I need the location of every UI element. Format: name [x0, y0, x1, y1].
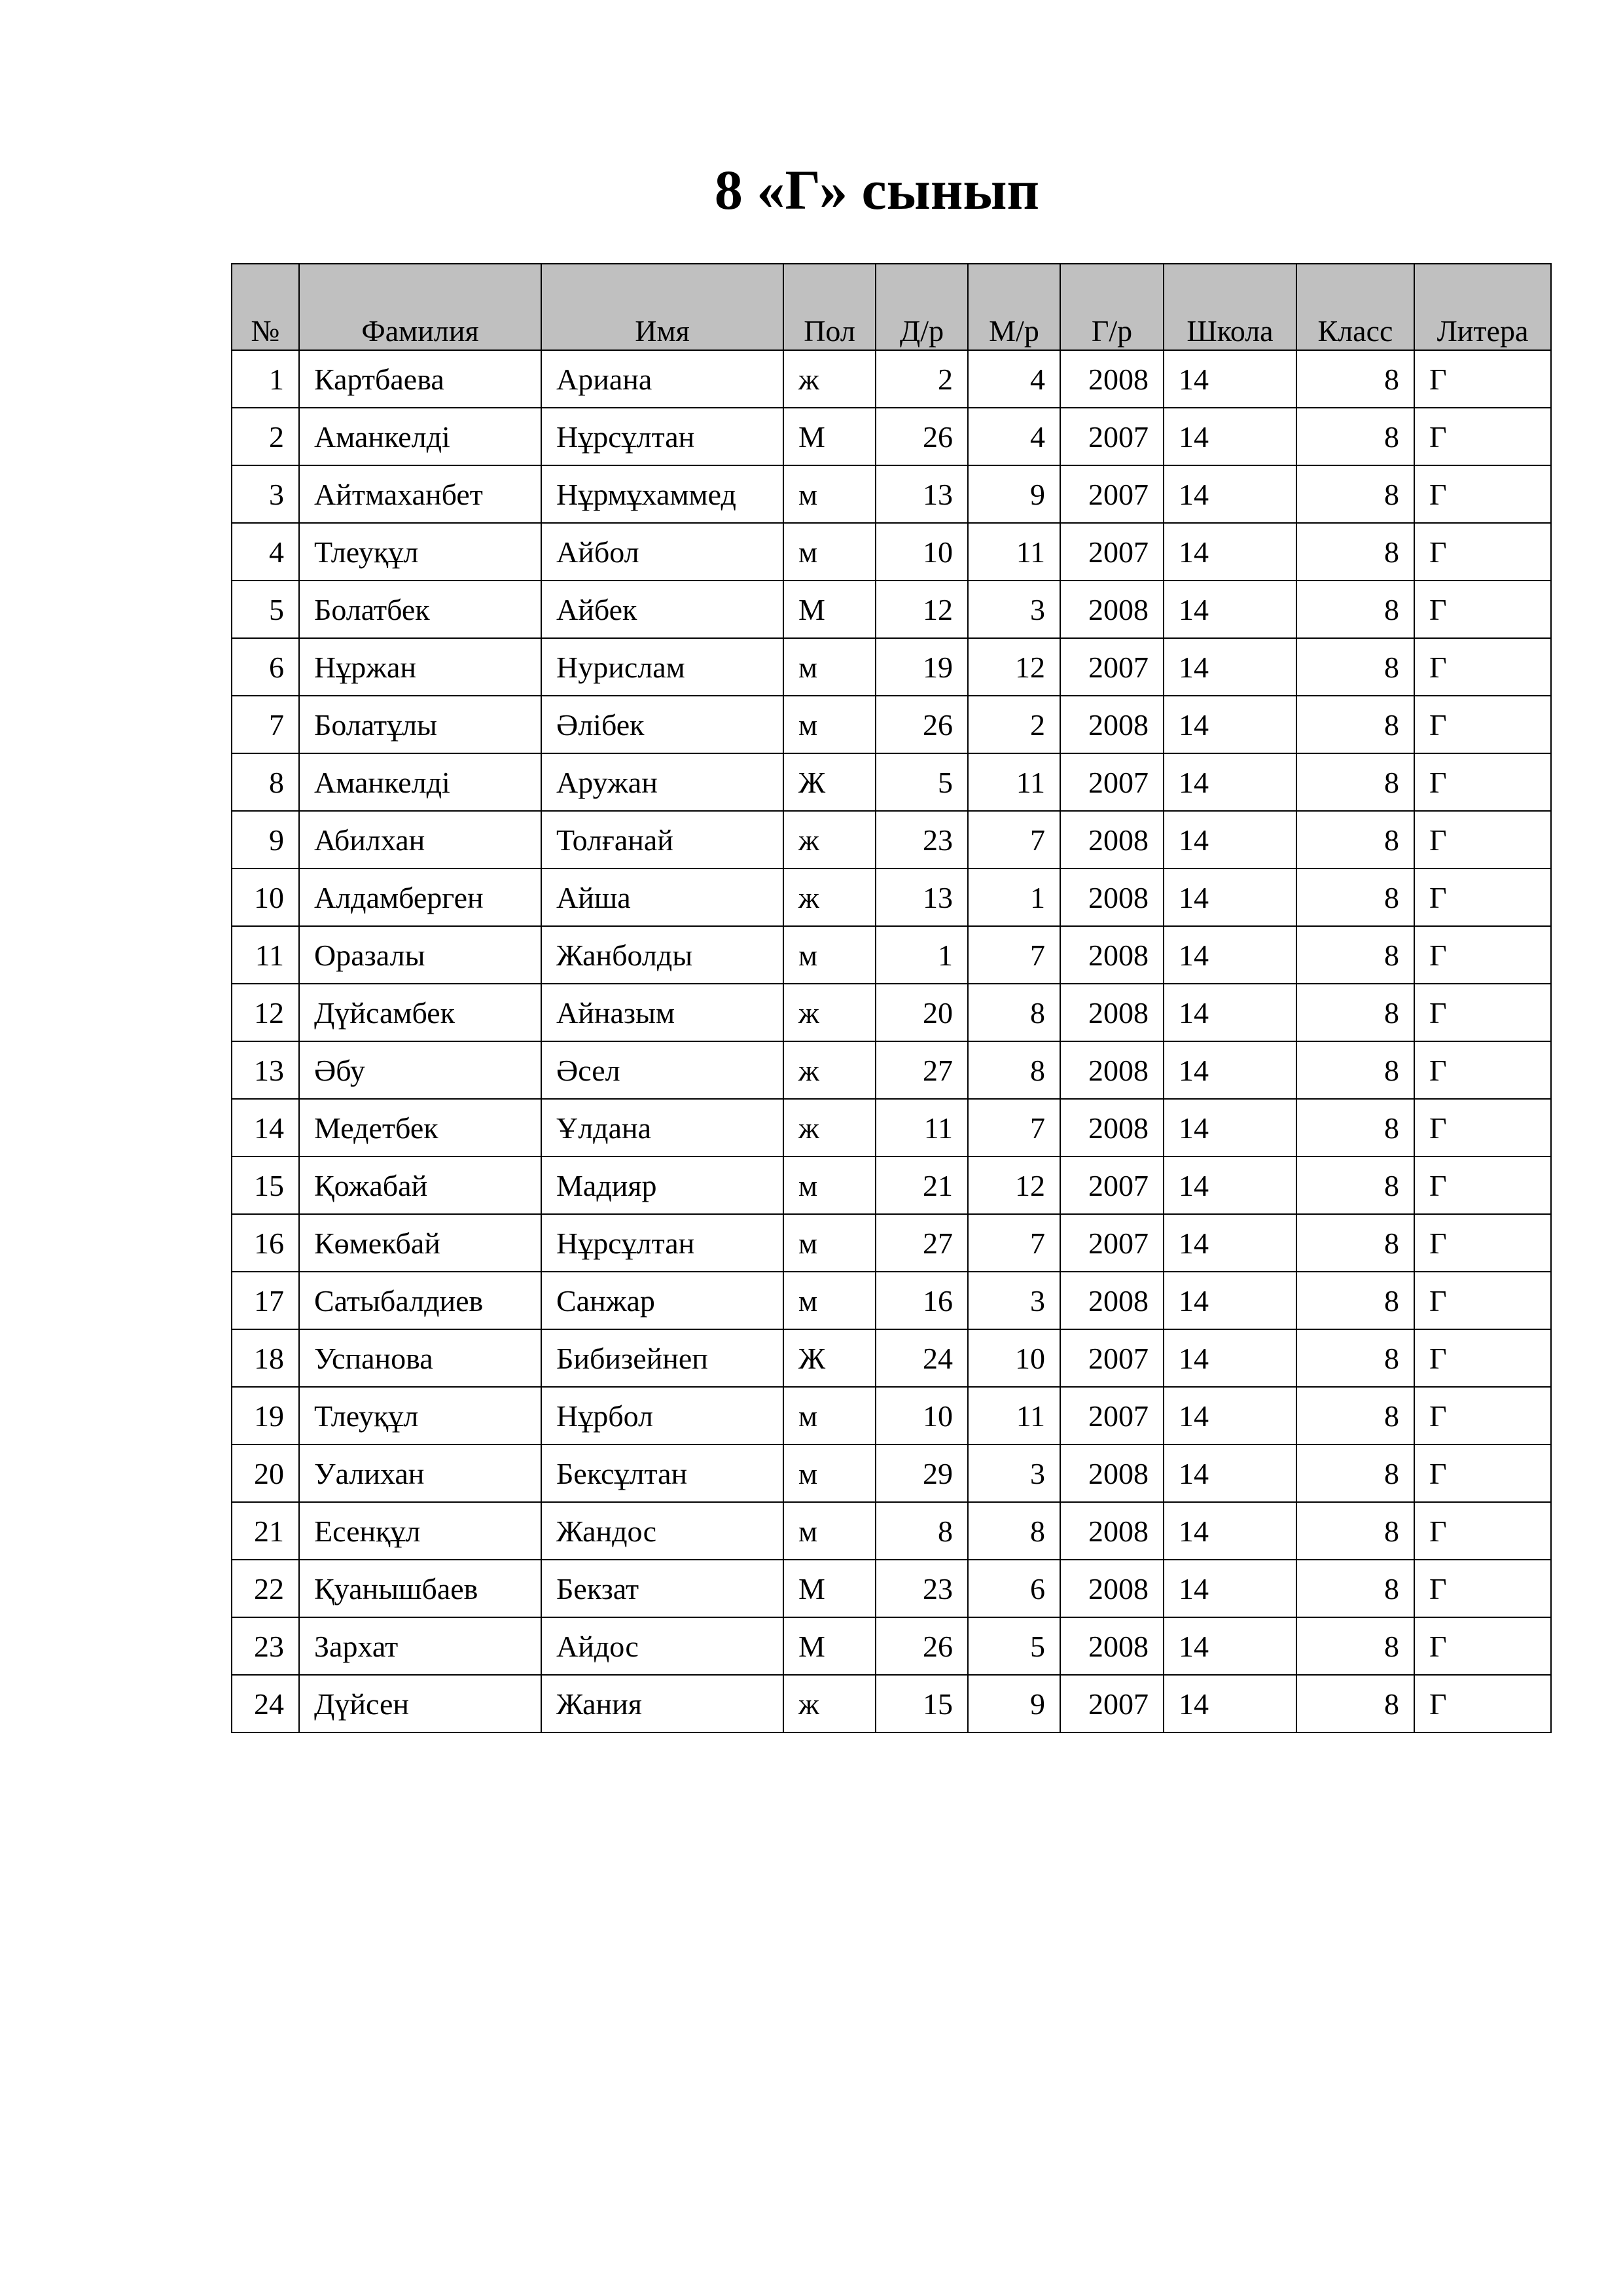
cell-birth-day: 1 [876, 926, 968, 984]
cell-grade: 8 [1296, 1617, 1414, 1675]
cell-birth-year: 2007 [1060, 1329, 1164, 1387]
table-row [232, 1041, 1551, 1099]
column-header-surname: Фамилия [299, 264, 541, 350]
cell-letter: Г [1414, 811, 1551, 869]
cell-first-name: Бексұлтан [541, 1444, 783, 1502]
table-row [232, 1387, 1551, 1444]
cell-letter: Г [1414, 984, 1551, 1041]
cell-birth-month: 12 [968, 638, 1060, 696]
cell-letter: Г [1414, 1502, 1551, 1560]
cell-grade: 8 [1296, 1272, 1414, 1329]
cell-birth-year: 2008 [1060, 581, 1164, 638]
cell-birth-year: 2008 [1060, 350, 1164, 408]
cell-letter: Г [1414, 753, 1551, 811]
cell-gender: м [783, 638, 876, 696]
cell-surname: Тлеуқұл [299, 1387, 541, 1444]
cell-gender: ж [783, 1675, 876, 1732]
cell-gender: М [783, 581, 876, 638]
cell-birth-day: 23 [876, 1560, 968, 1617]
cell-letter: Г [1414, 1675, 1551, 1732]
cell-school: 14 [1164, 408, 1296, 465]
cell-grade: 8 [1296, 926, 1414, 984]
header-row [232, 264, 1551, 350]
cell-number: 10 [232, 869, 299, 926]
cell-birth-year: 2008 [1060, 984, 1164, 1041]
table-row [232, 1272, 1551, 1329]
cell-birth-day: 15 [876, 1675, 968, 1732]
cell-number: 22 [232, 1560, 299, 1617]
cell-school: 14 [1164, 1099, 1296, 1157]
table-row [232, 350, 1551, 408]
cell-birth-month: 8 [968, 1502, 1060, 1560]
table-body [232, 350, 1551, 1732]
cell-surname: Уалихан [299, 1444, 541, 1502]
table-row [232, 926, 1551, 984]
cell-first-name: Айбол [541, 523, 783, 581]
cell-school: 14 [1164, 753, 1296, 811]
cell-school: 14 [1164, 1444, 1296, 1502]
table-row [232, 1444, 1551, 1502]
cell-birth-year: 2008 [1060, 1099, 1164, 1157]
cell-surname: Аманкелді [299, 753, 541, 811]
column-header-birth-day: Д/р [876, 264, 968, 350]
cell-birth-year: 2007 [1060, 408, 1164, 465]
cell-surname: Нұржан [299, 638, 541, 696]
cell-surname: Есенқұл [299, 1502, 541, 1560]
cell-birth-day: 2 [876, 350, 968, 408]
cell-grade: 8 [1296, 350, 1414, 408]
cell-school: 14 [1164, 523, 1296, 581]
cell-birth-month: 11 [968, 753, 1060, 811]
cell-grade: 8 [1296, 581, 1414, 638]
cell-birth-month: 2 [968, 696, 1060, 753]
cell-birth-year: 2008 [1060, 1444, 1164, 1502]
cell-letter: Г [1414, 1444, 1551, 1502]
cell-letter: Г [1414, 638, 1551, 696]
cell-grade: 8 [1296, 811, 1414, 869]
cell-birth-year: 2008 [1060, 1560, 1164, 1617]
cell-school: 14 [1164, 1272, 1296, 1329]
cell-birth-month: 11 [968, 523, 1060, 581]
cell-letter: Г [1414, 1157, 1551, 1214]
cell-school: 14 [1164, 869, 1296, 926]
cell-birth-day: 8 [876, 1502, 968, 1560]
cell-grade: 8 [1296, 696, 1414, 753]
cell-school: 14 [1164, 1041, 1296, 1099]
cell-school: 14 [1164, 1214, 1296, 1272]
cell-grade: 8 [1296, 1387, 1414, 1444]
cell-birth-day: 20 [876, 984, 968, 1041]
cell-birth-day: 19 [876, 638, 968, 696]
cell-grade: 8 [1296, 523, 1414, 581]
cell-first-name: Әсел [541, 1041, 783, 1099]
cell-birth-year: 2008 [1060, 1041, 1164, 1099]
column-header-grade: Класс [1296, 264, 1414, 350]
cell-school: 14 [1164, 1157, 1296, 1214]
cell-letter: Г [1414, 350, 1551, 408]
table-row [232, 1617, 1551, 1675]
cell-birth-year: 2007 [1060, 753, 1164, 811]
cell-birth-year: 2008 [1060, 926, 1164, 984]
cell-grade: 8 [1296, 869, 1414, 926]
cell-birth-year: 2007 [1060, 523, 1164, 581]
cell-birth-month: 7 [968, 1214, 1060, 1272]
cell-birth-month: 11 [968, 1387, 1060, 1444]
cell-school: 14 [1164, 1502, 1296, 1560]
cell-surname: Оразалы [299, 926, 541, 984]
table-row [232, 1675, 1551, 1732]
cell-surname: Қожабай [299, 1157, 541, 1214]
cell-birth-day: 24 [876, 1329, 968, 1387]
table-row [232, 1214, 1551, 1272]
cell-gender: м [783, 465, 876, 523]
cell-birth-year: 2007 [1060, 638, 1164, 696]
column-header-letter: Литера [1414, 264, 1551, 350]
cell-birth-month: 3 [968, 1444, 1060, 1502]
cell-number: 23 [232, 1617, 299, 1675]
cell-birth-day: 26 [876, 1617, 968, 1675]
cell-surname: Көмекбай [299, 1214, 541, 1272]
cell-letter: Г [1414, 523, 1551, 581]
cell-birth-month: 6 [968, 1560, 1060, 1617]
cell-gender: м [783, 1387, 876, 1444]
cell-birth-day: 27 [876, 1214, 968, 1272]
table-row [232, 1099, 1551, 1157]
column-header-gender: Пол [783, 264, 876, 350]
cell-grade: 8 [1296, 1041, 1414, 1099]
cell-grade: 8 [1296, 984, 1414, 1041]
column-header-first-name: Имя [541, 264, 783, 350]
cell-surname: Әбу [299, 1041, 541, 1099]
table-row [232, 811, 1551, 869]
cell-birth-month: 9 [968, 465, 1060, 523]
cell-first-name: Мадияр [541, 1157, 783, 1214]
cell-first-name: Айбек [541, 581, 783, 638]
cell-birth-year: 2008 [1060, 1272, 1164, 1329]
cell-surname: Тлеуқұл [299, 523, 541, 581]
cell-first-name: Бекзат [541, 1560, 783, 1617]
cell-gender: м [783, 1214, 876, 1272]
cell-grade: 8 [1296, 465, 1414, 523]
cell-surname: Абилхан [299, 811, 541, 869]
cell-first-name: Жания [541, 1675, 783, 1732]
cell-gender: м [783, 1444, 876, 1502]
cell-number: 16 [232, 1214, 299, 1272]
cell-birth-year: 2008 [1060, 1502, 1164, 1560]
cell-letter: Г [1414, 1272, 1551, 1329]
cell-letter: Г [1414, 581, 1551, 638]
cell-number: 13 [232, 1041, 299, 1099]
cell-surname: Картбаева [299, 350, 541, 408]
cell-birth-year: 2007 [1060, 1214, 1164, 1272]
cell-first-name: Әлібек [541, 696, 783, 753]
cell-grade: 8 [1296, 1502, 1414, 1560]
cell-birth-day: 10 [876, 1387, 968, 1444]
cell-gender: Ж [783, 1329, 876, 1387]
column-header-birth-year: Г/р [1060, 264, 1164, 350]
column-header-birth-month: М/р [968, 264, 1060, 350]
cell-number: 7 [232, 696, 299, 753]
cell-letter: Г [1414, 1041, 1551, 1099]
cell-birth-day: 13 [876, 465, 968, 523]
cell-number: 5 [232, 581, 299, 638]
cell-birth-month: 7 [968, 811, 1060, 869]
cell-first-name: Бибизейнеп [541, 1329, 783, 1387]
cell-first-name: Нұрсұлтан [541, 408, 783, 465]
cell-first-name: Айша [541, 869, 783, 926]
cell-birth-day: 26 [876, 696, 968, 753]
cell-birth-month: 3 [968, 1272, 1060, 1329]
cell-letter: Г [1414, 1329, 1551, 1387]
cell-birth-year: 2007 [1060, 465, 1164, 523]
cell-first-name: Нұрсұлтан [541, 1214, 783, 1272]
cell-birth-month: 5 [968, 1617, 1060, 1675]
cell-gender: М [783, 408, 876, 465]
cell-birth-day: 10 [876, 523, 968, 581]
cell-grade: 8 [1296, 1214, 1414, 1272]
table-row [232, 869, 1551, 926]
table-row [232, 1560, 1551, 1617]
cell-birth-day: 13 [876, 869, 968, 926]
cell-birth-month: 7 [968, 1099, 1060, 1157]
cell-number: 19 [232, 1387, 299, 1444]
cell-surname: Болатбек [299, 581, 541, 638]
cell-first-name: Ариана [541, 350, 783, 408]
cell-number: 18 [232, 1329, 299, 1387]
cell-number: 12 [232, 984, 299, 1041]
cell-first-name: Жандос [541, 1502, 783, 1560]
cell-gender: ж [783, 1041, 876, 1099]
cell-birth-day: 21 [876, 1157, 968, 1214]
cell-birth-day: 23 [876, 811, 968, 869]
cell-gender: м [783, 696, 876, 753]
table-row [232, 696, 1551, 753]
cell-birth-year: 2008 [1060, 811, 1164, 869]
table-row [232, 984, 1551, 1041]
cell-number: 11 [232, 926, 299, 984]
student-table [231, 263, 1552, 1733]
cell-gender: м [783, 523, 876, 581]
cell-gender: ж [783, 350, 876, 408]
cell-grade: 8 [1296, 1560, 1414, 1617]
cell-letter: Г [1414, 1214, 1551, 1272]
cell-first-name: Нурислам [541, 638, 783, 696]
cell-letter: Г [1414, 465, 1551, 523]
cell-birth-month: 3 [968, 581, 1060, 638]
cell-birth-month: 8 [968, 1041, 1060, 1099]
cell-school: 14 [1164, 696, 1296, 753]
cell-birth-year: 2007 [1060, 1387, 1164, 1444]
cell-school: 14 [1164, 581, 1296, 638]
cell-surname: Дүйсамбек [299, 984, 541, 1041]
cell-first-name: Айназым [541, 984, 783, 1041]
cell-number: 17 [232, 1272, 299, 1329]
cell-first-name: Ұлдана [541, 1099, 783, 1157]
cell-birth-month: 10 [968, 1329, 1060, 1387]
cell-grade: 8 [1296, 753, 1414, 811]
cell-letter: Г [1414, 408, 1551, 465]
cell-first-name: Нұрбол [541, 1387, 783, 1444]
cell-grade: 8 [1296, 1675, 1414, 1732]
cell-school: 14 [1164, 638, 1296, 696]
table-row [232, 753, 1551, 811]
cell-birth-month: 12 [968, 1157, 1060, 1214]
cell-number: 3 [232, 465, 299, 523]
cell-first-name: Санжар [541, 1272, 783, 1329]
cell-birth-day: 11 [876, 1099, 968, 1157]
cell-surname: Аманкелді [299, 408, 541, 465]
cell-letter: Г [1414, 926, 1551, 984]
cell-first-name: Жанболды [541, 926, 783, 984]
cell-first-name: Толғанай [541, 811, 783, 869]
cell-birth-month: 4 [968, 350, 1060, 408]
table-row [232, 465, 1551, 523]
cell-gender: ж [783, 984, 876, 1041]
cell-surname: Алдамберген [299, 869, 541, 926]
cell-grade: 8 [1296, 1099, 1414, 1157]
cell-letter: Г [1414, 1387, 1551, 1444]
cell-birth-day: 26 [876, 408, 968, 465]
table-header [232, 264, 1551, 350]
cell-gender: Ж [783, 753, 876, 811]
table-row [232, 581, 1551, 638]
cell-school: 14 [1164, 984, 1296, 1041]
cell-number: 9 [232, 811, 299, 869]
cell-surname: Қуанышбаев [299, 1560, 541, 1617]
cell-birth-month: 1 [968, 869, 1060, 926]
table-row [232, 1502, 1551, 1560]
cell-grade: 8 [1296, 1444, 1414, 1502]
cell-letter: Г [1414, 1099, 1551, 1157]
cell-birth-year: 2008 [1060, 696, 1164, 753]
cell-surname: Болатұлы [299, 696, 541, 753]
column-header-school: Школа [1164, 264, 1296, 350]
cell-school: 14 [1164, 1387, 1296, 1444]
cell-birth-day: 16 [876, 1272, 968, 1329]
cell-number: 20 [232, 1444, 299, 1502]
cell-gender: М [783, 1617, 876, 1675]
cell-gender: м [783, 1272, 876, 1329]
cell-school: 14 [1164, 1617, 1296, 1675]
cell-grade: 8 [1296, 638, 1414, 696]
cell-gender: м [783, 1157, 876, 1214]
cell-surname: Дүйсен [299, 1675, 541, 1732]
table-row [232, 1329, 1551, 1387]
cell-letter: Г [1414, 1560, 1551, 1617]
cell-birth-year: 2007 [1060, 1157, 1164, 1214]
cell-grade: 8 [1296, 408, 1414, 465]
cell-gender: М [783, 1560, 876, 1617]
cell-number: 4 [232, 523, 299, 581]
table-row [232, 1157, 1551, 1214]
cell-number: 2 [232, 408, 299, 465]
cell-number: 1 [232, 350, 299, 408]
cell-birth-day: 29 [876, 1444, 968, 1502]
cell-birth-year: 2007 [1060, 1675, 1164, 1732]
cell-school: 14 [1164, 926, 1296, 984]
cell-birth-month: 7 [968, 926, 1060, 984]
cell-gender: м [783, 1502, 876, 1560]
cell-birth-month: 9 [968, 1675, 1060, 1732]
cell-number: 8 [232, 753, 299, 811]
cell-school: 14 [1164, 1329, 1296, 1387]
cell-first-name: Аружан [541, 753, 783, 811]
cell-number: 14 [232, 1099, 299, 1157]
cell-gender: ж [783, 811, 876, 869]
cell-gender: ж [783, 1099, 876, 1157]
cell-number: 21 [232, 1502, 299, 1560]
cell-number: 6 [232, 638, 299, 696]
cell-letter: Г [1414, 1617, 1551, 1675]
cell-school: 14 [1164, 811, 1296, 869]
cell-school: 14 [1164, 1560, 1296, 1617]
cell-school: 14 [1164, 350, 1296, 408]
cell-birth-year: 2008 [1060, 869, 1164, 926]
page-title: 8 «Г» сынып [714, 158, 1040, 221]
cell-grade: 8 [1296, 1157, 1414, 1214]
cell-school: 14 [1164, 465, 1296, 523]
cell-gender: м [783, 926, 876, 984]
cell-gender: ж [783, 869, 876, 926]
cell-letter: Г [1414, 869, 1551, 926]
cell-surname: Айтмаханбет [299, 465, 541, 523]
cell-birth-month: 8 [968, 984, 1060, 1041]
cell-surname: Медетбек [299, 1099, 541, 1157]
cell-first-name: Нұрмұхаммед [541, 465, 783, 523]
cell-number: 15 [232, 1157, 299, 1214]
cell-birth-day: 12 [876, 581, 968, 638]
cell-birth-month: 4 [968, 408, 1060, 465]
cell-surname: Сатыбалдиев [299, 1272, 541, 1329]
cell-surname: Зархат [299, 1617, 541, 1675]
cell-first-name: Айдос [541, 1617, 783, 1675]
cell-birth-day: 5 [876, 753, 968, 811]
cell-letter: Г [1414, 696, 1551, 753]
column-header-number: № [232, 264, 299, 350]
table-row [232, 523, 1551, 581]
cell-number: 24 [232, 1675, 299, 1732]
table-row [232, 638, 1551, 696]
cell-grade: 8 [1296, 1329, 1414, 1387]
cell-school: 14 [1164, 1675, 1296, 1732]
cell-surname: Успанова [299, 1329, 541, 1387]
cell-birth-year: 2008 [1060, 1617, 1164, 1675]
cell-birth-day: 27 [876, 1041, 968, 1099]
table-row [232, 408, 1551, 465]
